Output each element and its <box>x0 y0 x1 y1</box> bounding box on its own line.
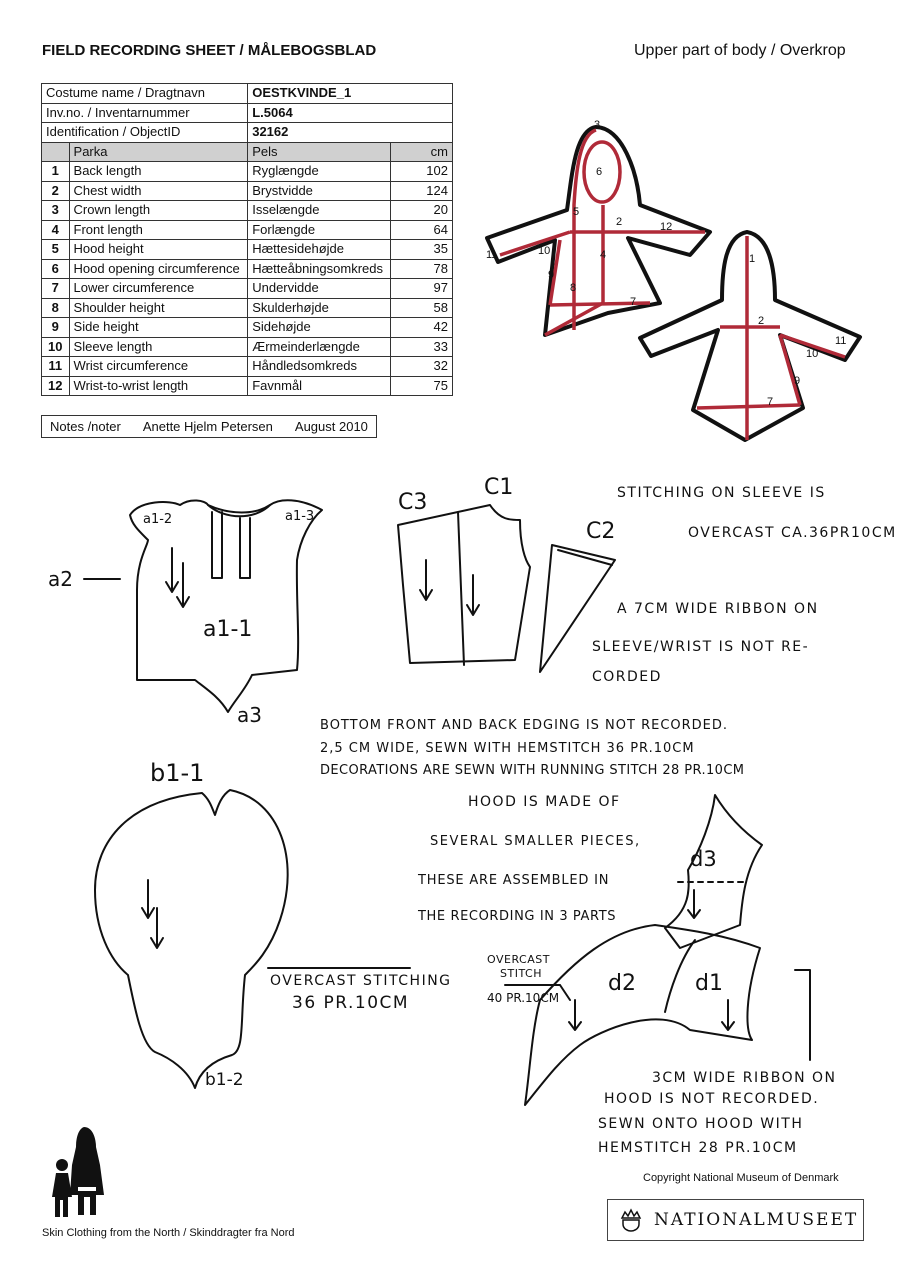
museum-name: NATIONALMUSEET <box>654 1210 859 1230</box>
front-diagram-number: 11 <box>486 249 498 261</box>
front-diagram-number: 7 <box>630 296 637 308</box>
sheet-title: FIELD RECORDING SHEET / MÅLEBOGSBLAD <box>42 42 377 59</box>
measure-name-da: Håndledsomkreds <box>248 357 391 377</box>
info-row <box>42 103 453 123</box>
notes-date: August 2010 <box>294 419 368 434</box>
measure-name-en: Sleeve length <box>69 337 248 357</box>
measure-number: 2 <box>42 181 70 201</box>
pattern-piece-a1 <box>130 500 322 712</box>
measure-lines-front <box>500 130 705 335</box>
note-edge-1: BOTTOM FRONT AND BACK EDGING IS NOT RECORDED. <box>320 718 729 733</box>
arrow-d1 <box>722 1000 734 1030</box>
measure-number: 8 <box>42 298 70 318</box>
table-row <box>42 201 453 221</box>
neck-line <box>208 505 270 516</box>
back-diagram-number: 11 <box>835 335 847 347</box>
front-diagram-number: 8 <box>570 282 577 294</box>
measure-name-en: Front length <box>69 220 248 240</box>
label-d1: d1 <box>695 971 723 996</box>
table-row <box>42 318 453 338</box>
table-row <box>42 162 453 182</box>
table-row <box>42 357 453 377</box>
arrow-b1-right <box>151 908 163 948</box>
arrow-b1-left <box>142 880 154 918</box>
label-c2: C2 <box>586 519 616 544</box>
measure-number: 9 <box>42 318 70 338</box>
section-title: Upper part of body / Overkrop <box>634 42 846 59</box>
note-overcast-1: OVERCAST STITCHING <box>270 973 452 989</box>
note-edge-2: 2,5 CM WIDE, SEWN WITH HEMSTITCH 36 PR.10CM <box>320 741 695 756</box>
back-diagram-number: 2 <box>758 315 765 327</box>
measure-value: 75 <box>390 376 452 396</box>
front-diagram-number: 2 <box>616 216 623 228</box>
pattern-piece-d3 <box>665 795 762 948</box>
measure-value: 42 <box>390 318 452 338</box>
front-diagram-number: 9 <box>548 269 555 281</box>
front-diagram-number: 10 <box>538 245 551 257</box>
measure-number: 12 <box>42 376 70 396</box>
d-seam <box>665 940 695 1012</box>
measure-name-da: Skulderhøjde <box>248 298 391 318</box>
measure-name-da: Sidehøjde <box>248 318 391 338</box>
measure-name-en: Shoulder height <box>69 298 248 318</box>
notes-label: Notes /noter <box>50 419 121 434</box>
table-row <box>42 259 453 279</box>
table-row <box>42 376 453 396</box>
arrow-a1-right <box>177 563 189 607</box>
back-diagram-number: 1 <box>749 253 756 265</box>
arrow-c1 <box>467 575 479 615</box>
table-row <box>42 298 453 318</box>
measure-name-en: Lower circumference <box>69 279 248 299</box>
measure-number: 4 <box>42 220 70 240</box>
note-sleeve-1: STITCHING ON SLEEVE IS <box>617 485 826 501</box>
note-hoodrib-1: 3CM WIDE RIBBON ON <box>652 1070 837 1086</box>
measure-name-da: Forlængde <box>248 220 391 240</box>
measure-name-da: Ærmeinderlængde <box>248 337 391 357</box>
back-diagram-numbers <box>749 253 846 408</box>
table-row <box>42 240 453 260</box>
measure-number: 5 <box>42 240 70 260</box>
note-oc2-1: OVERCAST <box>487 953 550 966</box>
note-hood-1: HOOD IS MADE OF <box>468 794 621 810</box>
note-hoodrib-2: HOOD IS NOT RECORDED. <box>604 1091 820 1107</box>
notes-box <box>41 415 377 438</box>
measure-value: 20 <box>390 201 452 221</box>
measure-value: 32 <box>390 357 452 377</box>
measure-name-da: Undervidde <box>248 279 391 299</box>
measure-name-en: Hood height <box>69 240 248 260</box>
pattern-piece-b1 <box>95 790 288 1088</box>
measure-name-en: Back length <box>69 162 248 182</box>
copyright-text: Copyright National Museum of Denmark <box>643 1172 839 1184</box>
info-label: Inv.no. / Inventarnummer <box>42 103 248 123</box>
back-diagram-number: 7 <box>767 396 774 408</box>
measure-number: 7 <box>42 279 70 299</box>
label-a1-2: a1-2 <box>143 512 173 527</box>
note-hood-2: SEVERAL SMALLER PIECES, <box>430 834 641 849</box>
pattern-piece-c <box>398 505 530 663</box>
note-edge-3: DECORATIONS ARE SEWN WITH RUNNING STITCH 28 PR.10CM <box>320 763 745 778</box>
measurement-table <box>41 83 453 396</box>
label-c3: C3 <box>398 490 428 515</box>
bracket-d1 <box>795 970 810 1060</box>
header-en: Parka <box>69 142 248 162</box>
museum-logo <box>607 1199 864 1241</box>
label-a1-3: a1-3 <box>285 509 315 524</box>
measure-name-en: Wrist circumference <box>69 357 248 377</box>
info-value: 32162 <box>248 123 453 143</box>
measure-name-en: Side height <box>69 318 248 338</box>
notes-author: Anette Hjelm Petersen <box>142 419 273 434</box>
measure-name-en: Crown length <box>69 201 248 221</box>
label-a1-1: a1-1 <box>203 617 253 642</box>
measure-number: 6 <box>42 259 70 279</box>
label-d2: d2 <box>608 971 636 996</box>
measure-value: 97 <box>390 279 452 299</box>
note-sleeve-2: OVERCAST CA.36PR10CM <box>688 525 897 541</box>
info-value: L.5064 <box>248 103 453 123</box>
note-overcast-2: 36 PR.10CM <box>292 993 410 1013</box>
measure-name-en: Chest width <box>69 181 248 201</box>
slit-left <box>212 512 222 578</box>
table-row <box>42 181 453 201</box>
info-value: OESTKVINDE_1 <box>248 84 453 104</box>
front-diagram-number: 6 <box>596 166 603 178</box>
note-oc2-2: STITCH <box>500 967 542 980</box>
parka-diagrams <box>470 110 900 450</box>
label-a3: a3 <box>237 703 262 727</box>
measure-number: 11 <box>42 357 70 377</box>
front-diagram-number: 5 <box>573 206 580 218</box>
info-row <box>42 84 453 104</box>
pattern-drawings <box>0 460 905 1160</box>
arrow-d3 <box>688 890 700 918</box>
measure-value: 78 <box>390 259 452 279</box>
measure-number: 3 <box>42 201 70 221</box>
back-diagram-number: 9 <box>794 375 801 387</box>
note-ribbon-2: SLEEVE/WRIST IS NOT RE- <box>592 639 810 655</box>
measure-name-da: Ryglængde <box>248 162 391 182</box>
handwritten-notes <box>270 485 897 1156</box>
note-ribbon-3: CORDED <box>592 669 662 685</box>
table-header-row <box>42 142 453 162</box>
measure-value: 35 <box>390 240 452 260</box>
measure-name-da: Isselængde <box>248 201 391 221</box>
measure-value: 58 <box>390 298 452 318</box>
header-da: Pels <box>248 142 391 162</box>
measure-name-en: Wrist-to-wrist length <box>69 376 248 396</box>
table-row <box>42 220 453 240</box>
inuit-figures-logo <box>48 1125 118 1220</box>
info-label: Costume name / Dragtnavn <box>42 84 248 104</box>
measure-value: 33 <box>390 337 452 357</box>
front-diagram-number: 3 <box>594 119 601 131</box>
label-c1: C1 <box>484 475 514 500</box>
measure-name-en: Hood opening circumference <box>69 259 248 279</box>
note-hoodrib-4: HEMSTITCH 28 PR.10CM <box>598 1140 798 1156</box>
slit-right <box>240 518 250 578</box>
measure-name-da: Hættesidehøjde <box>248 240 391 260</box>
note-oc2-3: 40 PR.10CM <box>487 991 560 1005</box>
crown-icon <box>620 1208 642 1232</box>
measure-number: 10 <box>42 337 70 357</box>
measure-value: 64 <box>390 220 452 240</box>
header-unit: cm <box>390 142 452 162</box>
measure-name-da: Brystvidde <box>248 181 391 201</box>
measure-name-da: Hætteåbningsomkreds <box>248 259 391 279</box>
back-diagram-number: 10 <box>806 348 819 360</box>
measure-number: 1 <box>42 162 70 182</box>
table-row <box>42 337 453 357</box>
sleeve-seam <box>458 512 464 665</box>
collection-text: Skin Clothing from the North / Skinddragter fra Nord <box>42 1227 295 1239</box>
front-diagram-number: 12 <box>660 221 673 233</box>
measure-value: 124 <box>390 181 452 201</box>
label-d3: d3 <box>690 847 717 871</box>
arrow-d2 <box>569 1000 581 1030</box>
info-row <box>42 123 453 143</box>
label-a2: a2 <box>48 567 73 591</box>
info-label: Identification / ObjectID <box>42 123 248 143</box>
note-hood-4: THE RECORDING IN 3 PARTS <box>418 909 617 924</box>
label-b1-1: b1-1 <box>150 759 205 787</box>
note-hood-3: THESE ARE ASSEMBLED IN <box>418 873 610 888</box>
measure-value: 102 <box>390 162 452 182</box>
note-ribbon-1: A 7CM WIDE RIBBON ON <box>617 601 819 617</box>
measure-name-da: Favnmål <box>248 376 391 396</box>
note-hoodrib-3: SEWN ONTO HOOD WITH <box>598 1116 804 1132</box>
arrow-a1-left <box>166 548 178 592</box>
arrow-c3 <box>420 560 432 600</box>
front-diagram-number: 4 <box>600 249 607 261</box>
label-b1-2: b1-2 <box>205 1070 244 1090</box>
table-row <box>42 279 453 299</box>
